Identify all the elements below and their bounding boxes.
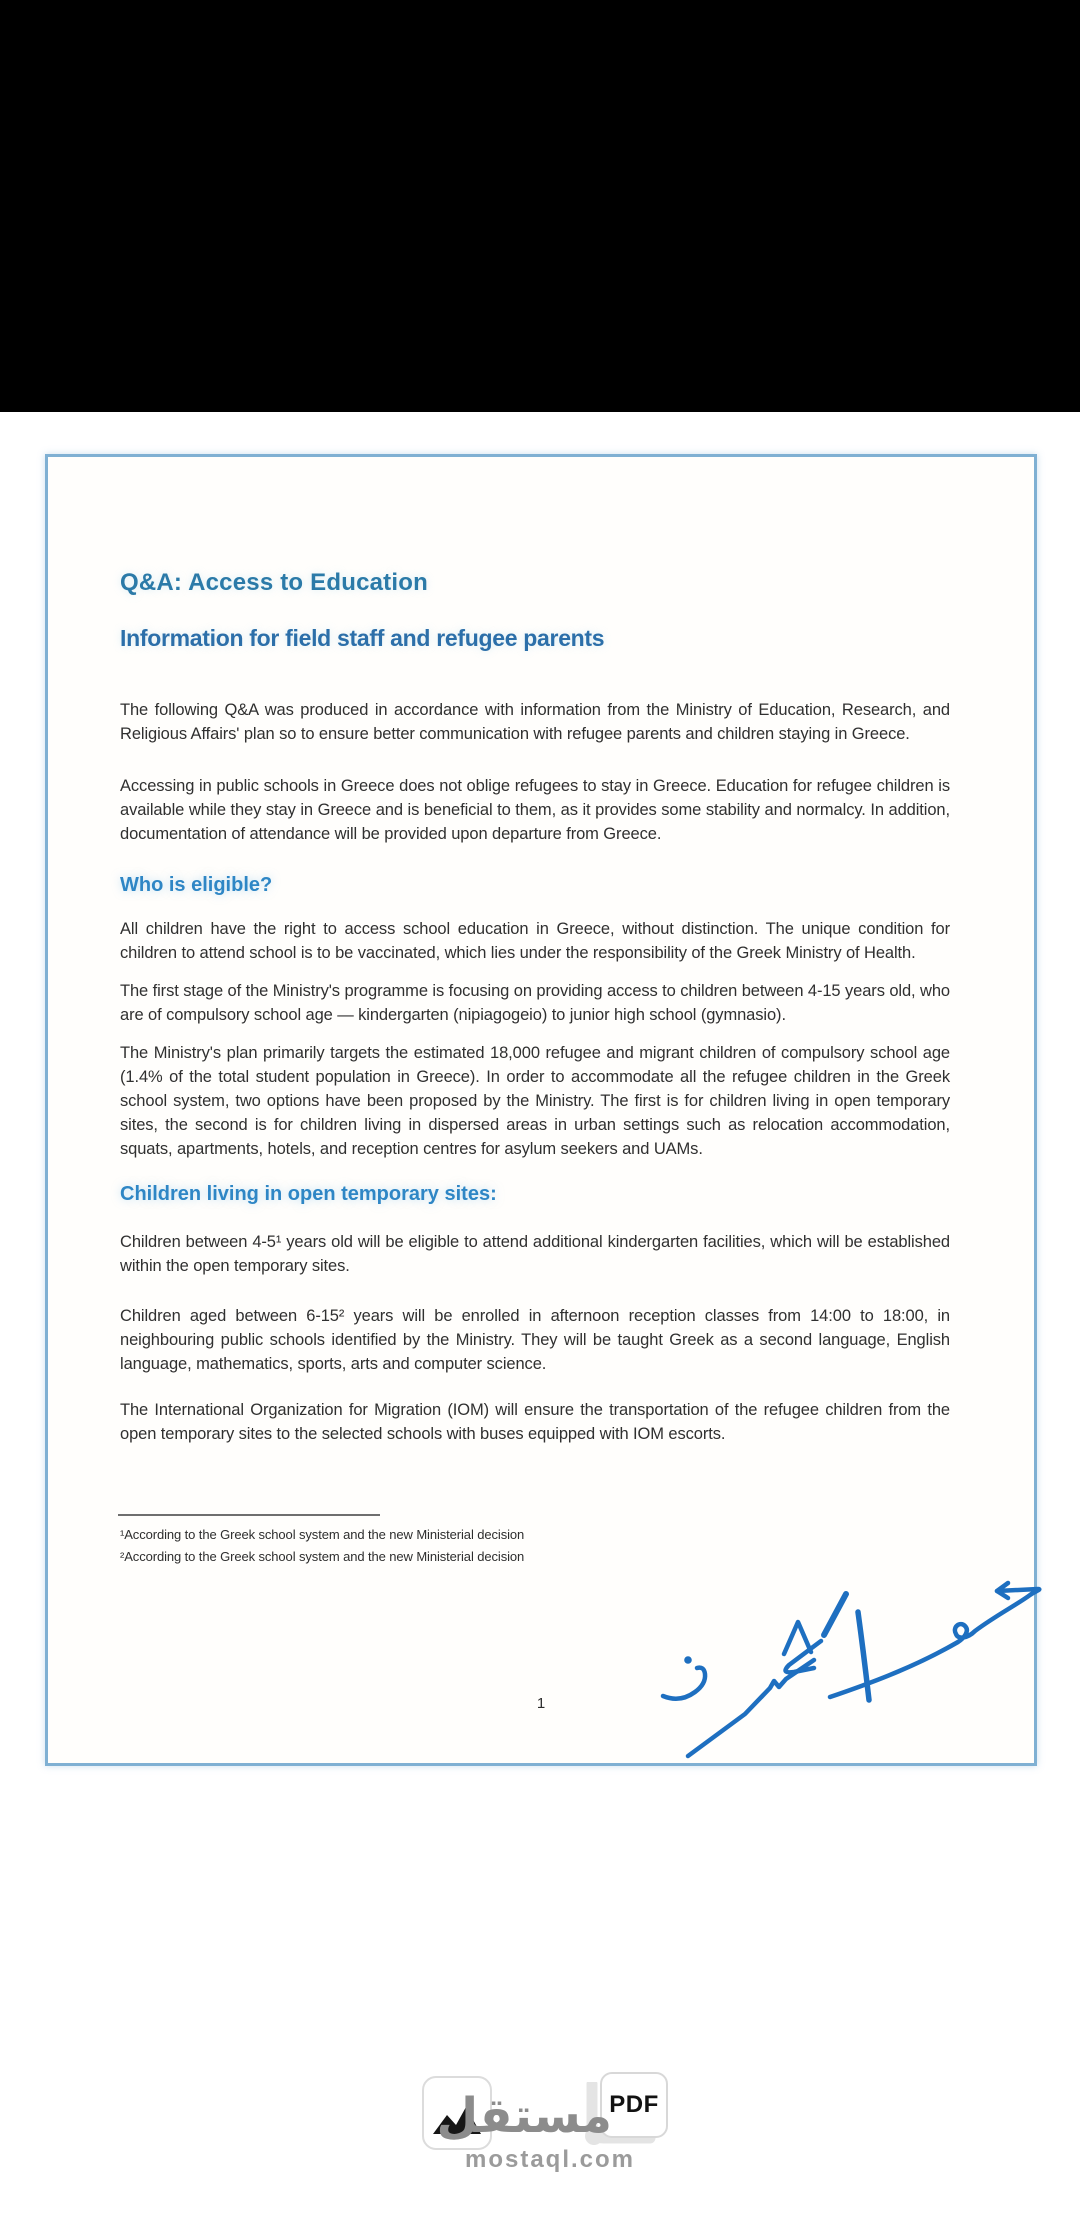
section-heading-who-is-eligible: Who is eligible? <box>120 874 273 896</box>
document-subtitle: Information for field staff and refugee parents <box>120 625 605 651</box>
handwritten-signature <box>640 1568 1060 1800</box>
section-heading-open-temporary-sites: Children living in open temporary sites: <box>120 1183 497 1205</box>
document-title: Q&A: Access to Education <box>120 569 428 596</box>
section-paragraph: Children aged between 6-15² years will be enrolled in afternoon reception classes from 14:00 to 18:00, in neighbouring public schools identified by the Ministry. They will be taught Greek as a second language, English language, mathematics, sports, arts and computer science. <box>120 1307 950 1373</box>
page-number: 1 <box>536 1695 546 1712</box>
footnotes <box>120 1524 950 1568</box>
intro-paragraph: Accessing in public schools in Greece does not oblige refugees to stay in Greece. Education for refugee children is available while they stay in Greece and is beneficial to them, as it provides some stability and normalcy. In addition, documentation of attendance will be provided upon departure from Greece. <box>120 777 950 843</box>
signature-mark <box>663 1668 705 1699</box>
letterbox-top <box>0 0 1080 412</box>
section-paragraph: All children have the right to access school education in Greece, without distinction. The unique condition for children to attend school is to be vaccinated, which lies under the responsibility of the Greek Ministry of Health. <box>120 920 950 962</box>
signature-dot <box>684 1656 692 1664</box>
signature-slash <box>824 1594 846 1635</box>
section-paragraph: The International Organization for Migration (IOM) will ensure the transportation of the refugee children from the open temporary sites to the selected schools with buses equipped with IOM escorts. <box>120 1401 950 1443</box>
pdf-icon-label: PDF <box>609 2091 659 2118</box>
footnote-2: ²According to the Greek school system and the new Ministerial decision <box>120 1549 525 1564</box>
section-paragraph: Children between 4-5¹ years old will be eligible to attend additional kindergarten facilities, which will be established within the open temporary sites. <box>120 1233 950 1275</box>
mostaql-arabic-logo: مستقل <box>436 2088 612 2144</box>
mostaql-domain-text: mostaql.com <box>464 2146 636 2173</box>
intro-paragraph: The following Q&A was produced in accordance with information from the Ministry of Education, Research, and Religious Affairs' plan so to ensure better communication with refugee parents and children staying in Greece. <box>120 701 950 743</box>
section-paragraph: The Ministry's plan primarily targets the estimated 18,000 refugee and migrant children of compulsory school age (1.4% of the total student population in Greece). In order to accommodate all the refugee children in the Greek school system, two options have been proposed by the Ministry. The first is for children living in open temporary sites, the second is for children living in dispersed areas in urban settings such as relocation accommodation, squats, apartments, hotels, and reception centres for asylum seekers and UAMs. <box>120 1044 950 1158</box>
footnote-1: ¹According to the Greek school system and the new Ministerial decision <box>120 1527 525 1542</box>
footnote-separator <box>118 1514 380 1516</box>
section-paragraph: The first stage of the Ministry's programme is focusing on providing access to children between 4-15 years old, who are of compulsory school age — kindergarten (nipiagogeio) to junior high school (gymnasio). <box>120 982 950 1024</box>
